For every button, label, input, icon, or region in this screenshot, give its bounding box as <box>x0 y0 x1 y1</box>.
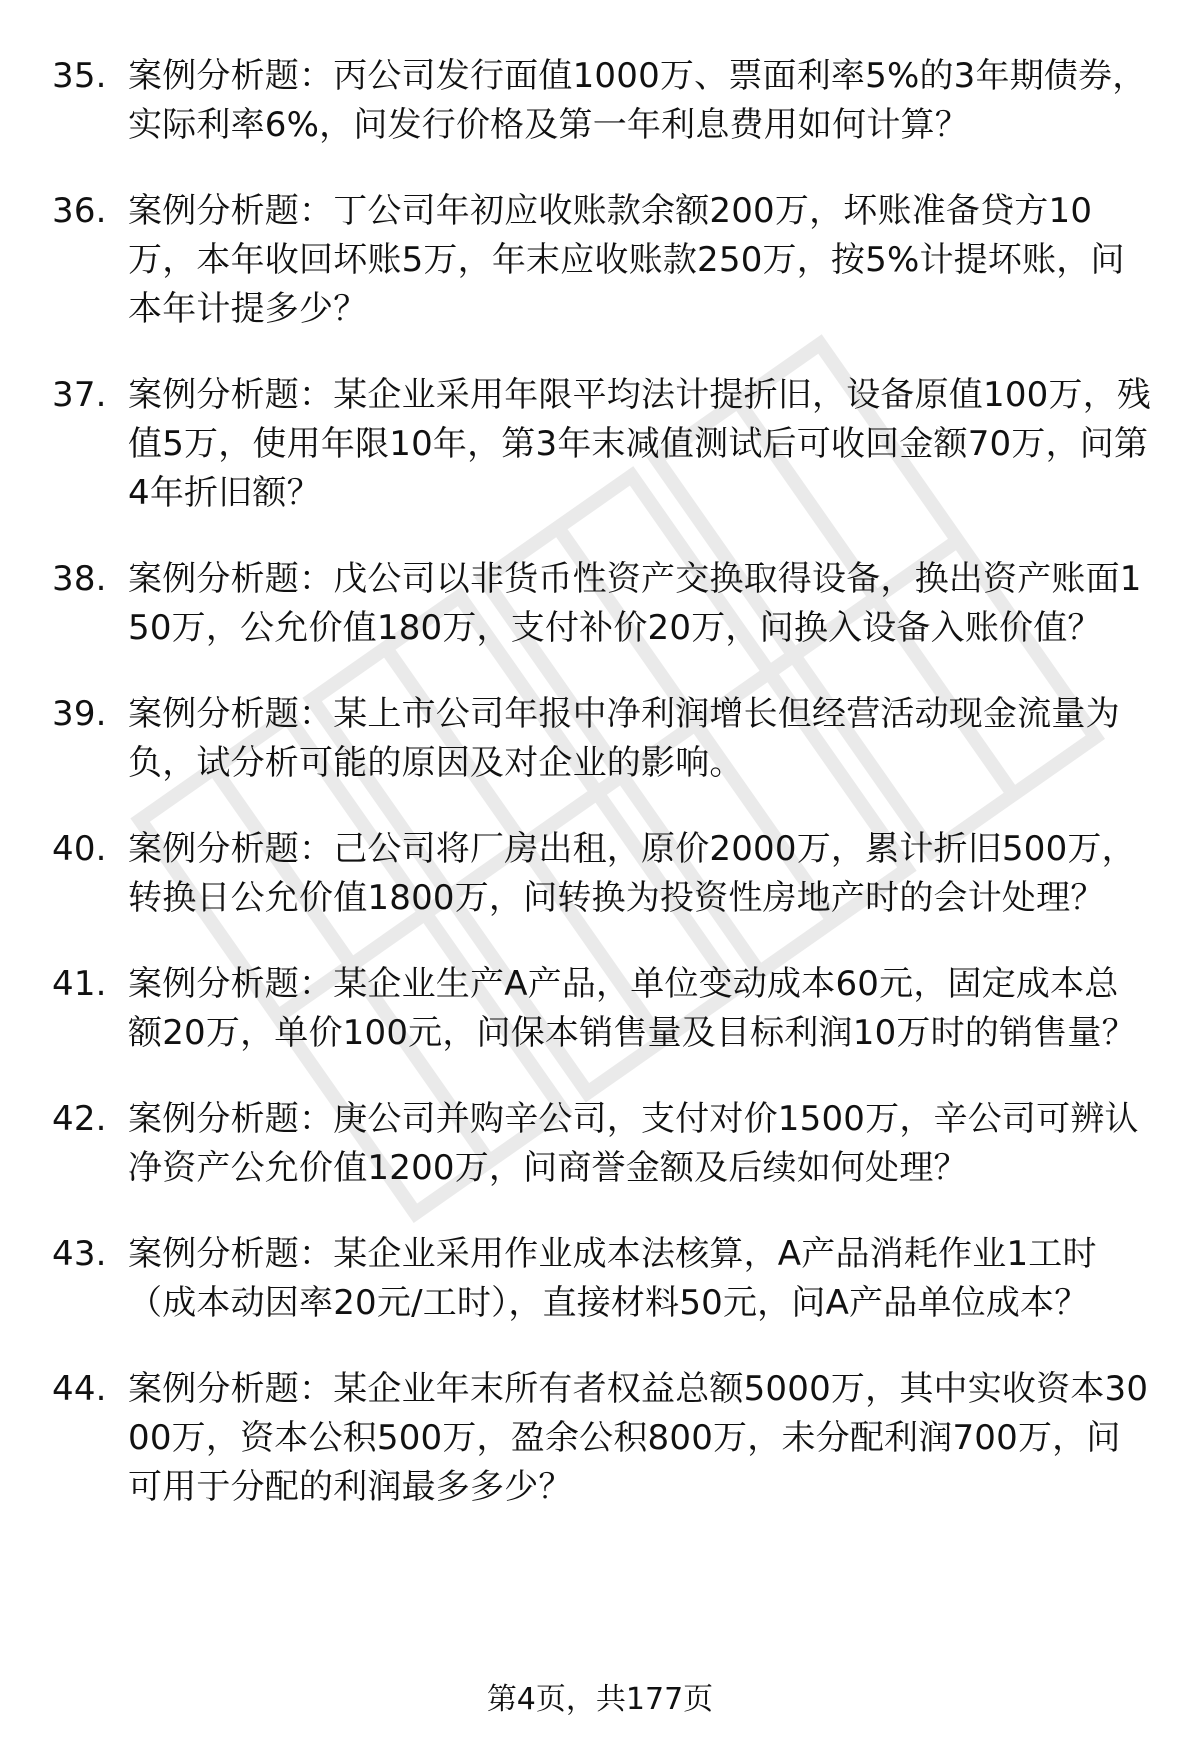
question-text: 案例分析题：戊公司以非货币性资产交换取得设备，换出资产账面150万，公允价值180万，支付补价20万，问换入设备入账价值？ <box>128 559 1142 648</box>
question-text: 案例分析题：某企业采用作业成本法核算，A产品消耗作业1工时（成本动因率20元/工时），直接材料50元，问A产品单位成本？ <box>128 1234 1097 1323</box>
question-text: 案例分析题：某企业采用年限平均法计提折旧，设备原值100万，残值5万，使用年限10年，第3年末减值测试后可收回金额70万，问第4年折旧额？ <box>128 375 1152 513</box>
question-item-36 <box>52 187 1152 334</box>
question-item-37 <box>52 371 1152 518</box>
question-item-41 <box>52 960 1152 1058</box>
question-number: 43. <box>52 1234 107 1274</box>
question-item-35 <box>52 52 1152 150</box>
question-item-42 <box>52 1095 1152 1193</box>
question-number: 37. <box>52 375 107 415</box>
question-text: 案例分析题：某企业生产A产品，单位变动成本60元，固定成本总额20万，单价100元，问保本销售量及目标利润10万时的销售量？ <box>128 964 1136 1053</box>
question-text: 案例分析题：己公司将厂房出租，原价2000万，累计折旧500万，转换日公允价值1800万，问转换为投资性房地产时的会计处理？ <box>128 829 1136 918</box>
question-number: 39. <box>52 694 107 734</box>
question-item-39 <box>52 690 1152 788</box>
question-item-44 <box>52 1365 1152 1512</box>
question-number: 36. <box>52 191 107 231</box>
question-item-38 <box>52 555 1152 653</box>
question-number: 42. <box>52 1099 107 1139</box>
question-number: 41. <box>52 964 107 1004</box>
question-text: 案例分析题：丁公司年初应收账款余额200万，坏账准备贷方10万，本年收回坏账5万，年末应收账款250万，按5%计提坏账，问本年计提多少？ <box>128 191 1125 329</box>
question-item-43 <box>52 1230 1152 1328</box>
question-text: 案例分析题：庚公司并购辛公司，支付对价1500万，辛公司可辨认净资产公允价值1200万，问商誉金额及后续如何处理？ <box>128 1099 1139 1188</box>
question-number: 38. <box>52 559 107 599</box>
question-list <box>52 52 1152 1549</box>
question-number: 40. <box>52 829 107 869</box>
question-text: 案例分析题：某上市公司年报中净利润增长但经营活动现金流量为负，试分析可能的原因及对企业的影响。 <box>128 694 1120 783</box>
question-text: 案例分析题：丙公司发行面值1000万、票面利率5%的3年期债券，实际利率6%，问发行价格及第一年利息费用如何计算？ <box>128 56 1147 145</box>
page-footer: 第4页，共177页 <box>486 1682 714 1717</box>
question-number: 44. <box>52 1369 107 1409</box>
question-item-40 <box>52 825 1152 923</box>
question-text: 案例分析题：某企业年末所有者权益总额5000万，其中实收资本3000万，资本公积500万，盈余公积800万，未分配利润700万，问可用于分配的利润最多多少？ <box>128 1369 1149 1507</box>
question-number: 35. <box>52 56 107 96</box>
